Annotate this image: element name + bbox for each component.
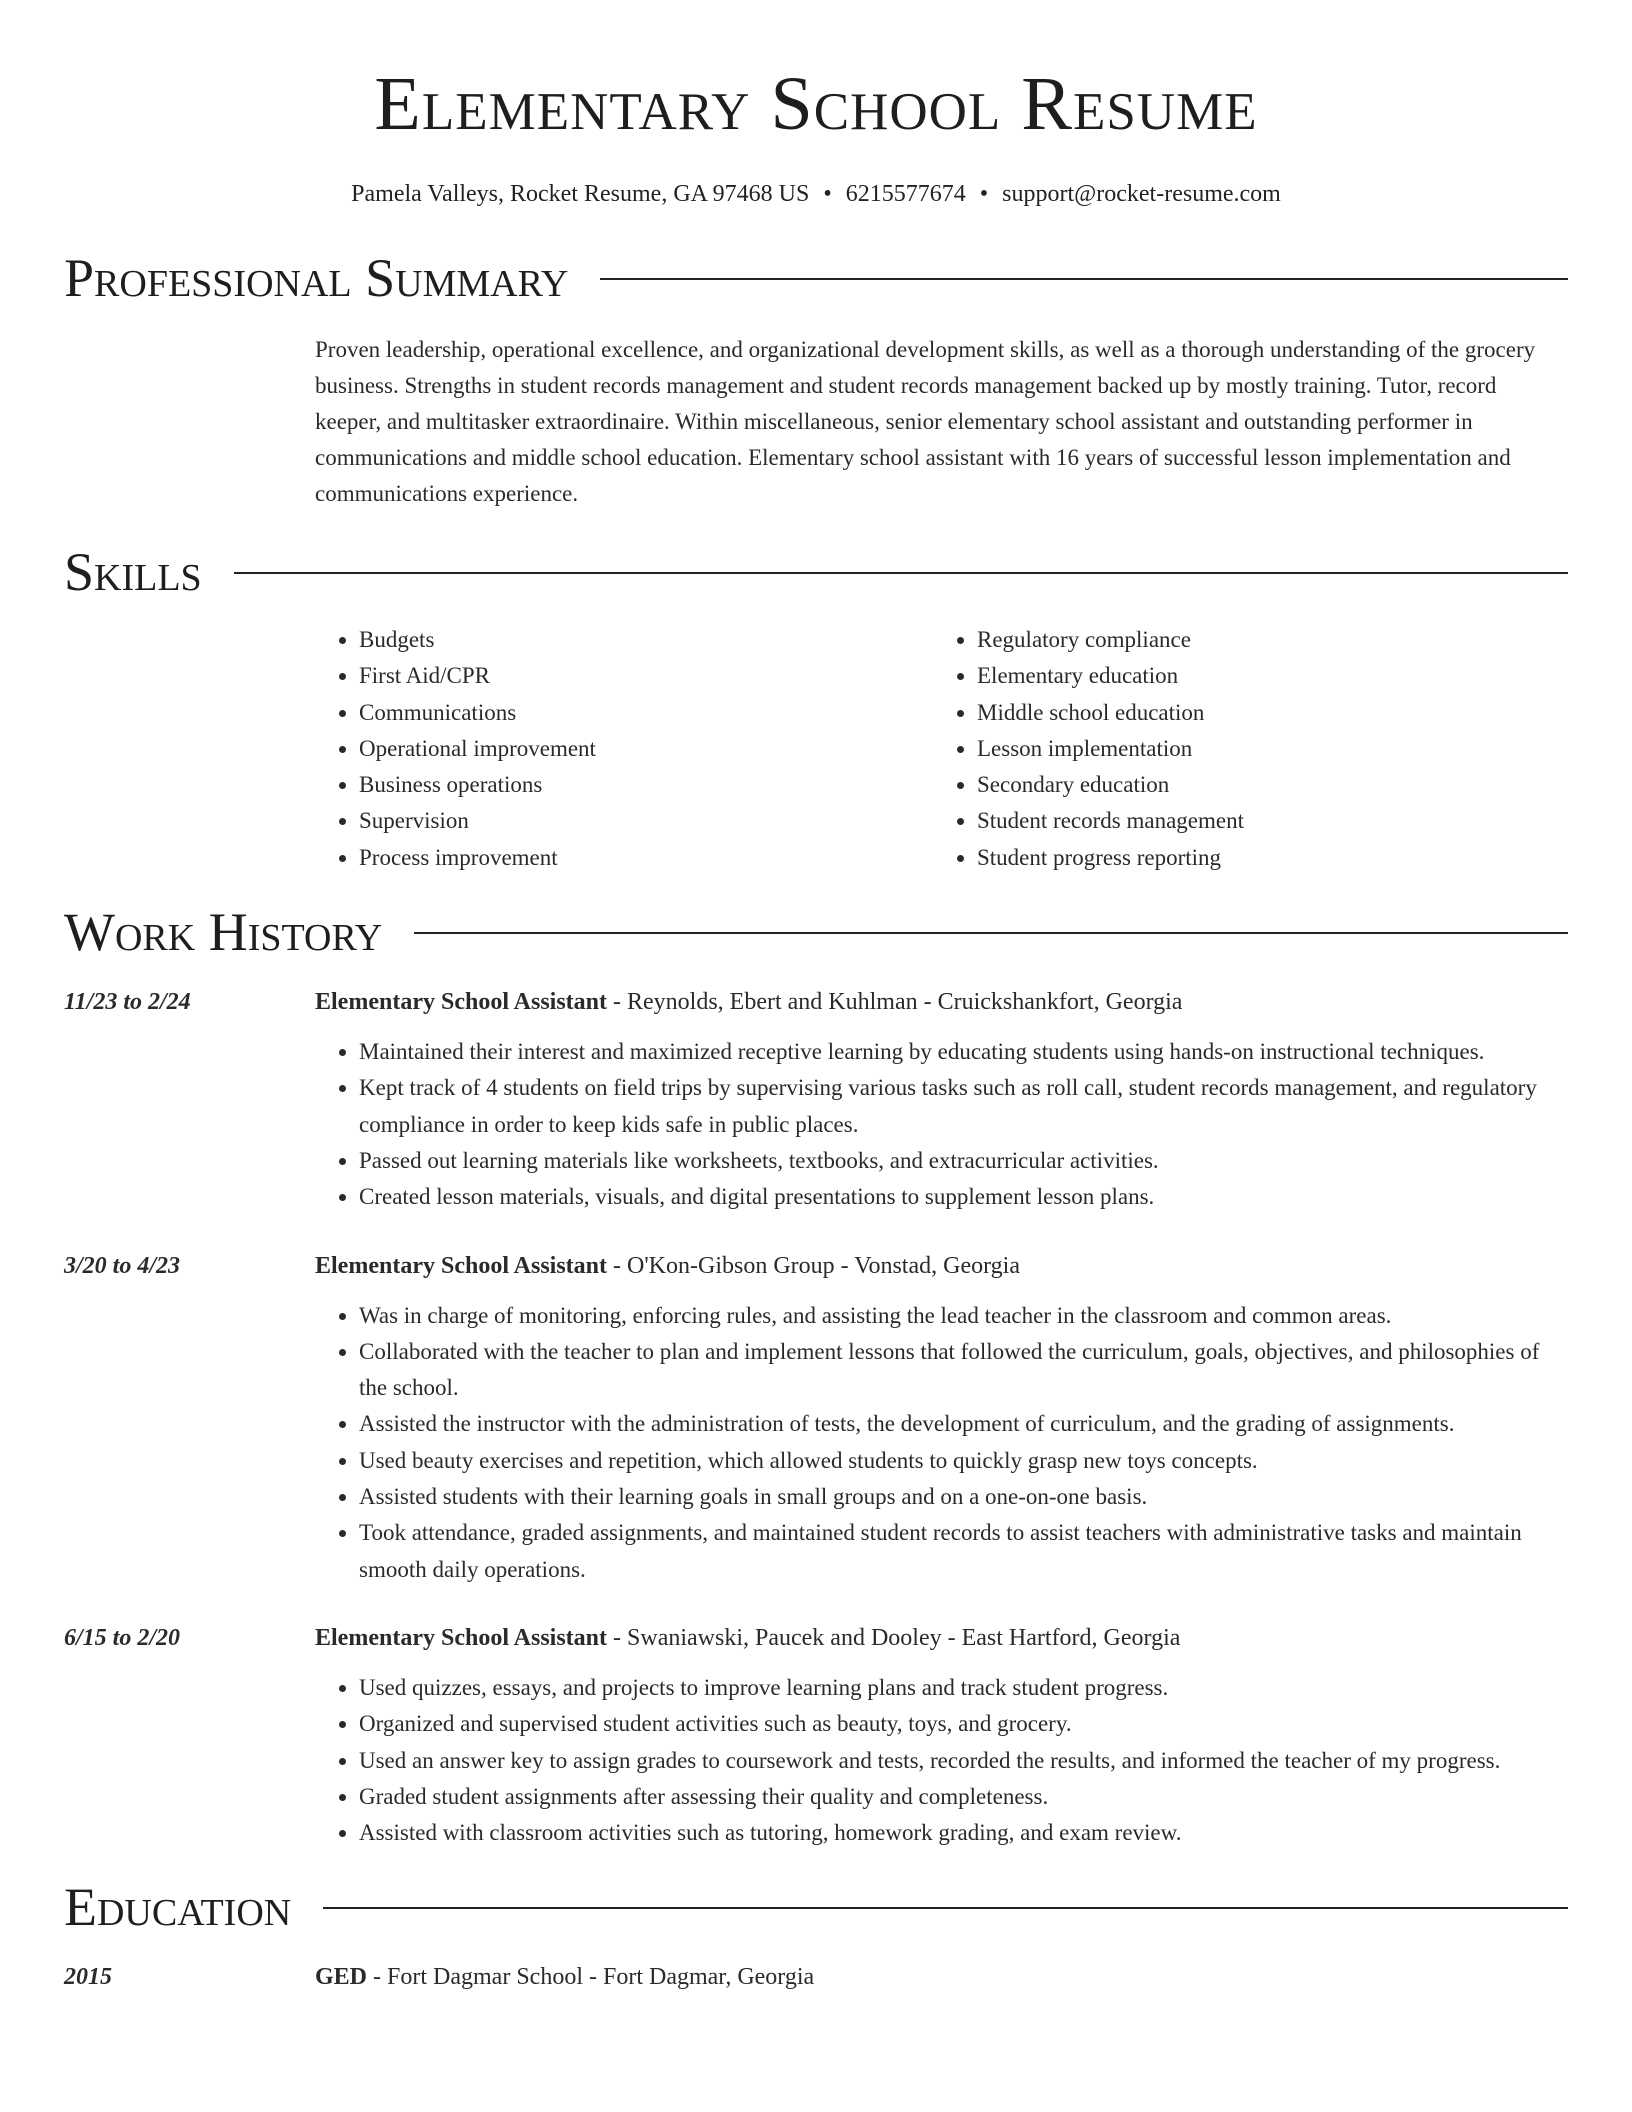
skills-column-left [315, 622, 933, 876]
job-bullet: • Created lesson materials, visuals, and digital presentations to supplement lesson plans. [359, 1179, 1568, 1215]
education-entry [64, 1959, 1568, 1995]
skill-item: • Secondary education [977, 767, 1551, 803]
skill-item: • Operational improvement [359, 731, 933, 767]
contact-email: support@rocket-resume.com [1002, 181, 1281, 207]
education-year: 2015 [64, 1964, 112, 1991]
education-details [315, 1959, 1568, 1995]
job-entry [64, 1620, 1568, 1851]
job-bullet: • Assisted with classroom activities such as tutoring, homework grading, and exam review. [359, 1815, 1568, 1851]
skill-item: • Regulatory compliance [977, 622, 1551, 658]
job-dates: 6/15 to 2/20 [64, 1624, 181, 1651]
job-details [315, 984, 1568, 1215]
education-section-header [64, 1877, 1568, 1937]
skill-item: • Lesson implementation [977, 731, 1551, 767]
job-title: Elementary School Assistant [315, 1624, 608, 1651]
contact-separator: • [823, 181, 832, 207]
skill-item: • Student records management [977, 803, 1551, 839]
job-entry [64, 1248, 1568, 1588]
education-school: - Fort Dagmar School - Fort Dagmar, Georgia [367, 1964, 815, 1991]
job-details [315, 1248, 1568, 1588]
job-bullet: • Kept track of 4 students on field trips by supervising various tasks such as roll call, student records management, and regulatory compliance in order to keep kids safe in public places. [359, 1070, 1568, 1143]
skill-item: • Communications [359, 695, 933, 731]
job-bullet: • Was in charge of monitoring, enforcing rules, and assisting the lead teacher in the classroom and common areas. [359, 1298, 1568, 1334]
job-bullet: • Graded student assignments after assessing their quality and completeness. [359, 1779, 1568, 1815]
work-section-header [64, 902, 1568, 962]
skill-item: • Elementary education [977, 658, 1551, 694]
section-divider [600, 278, 1568, 280]
job-entry [64, 984, 1568, 1215]
job-bullets [315, 1034, 1568, 1215]
job-bullet: • Collaborated with the teacher to plan and implement lessons that followed the curriculum, goals, objectives, and philosophies of the school. [359, 1334, 1568, 1407]
job-employer: - Reynolds, Ebert and Kuhlman - Cruickshankfort, Georgia [607, 989, 1183, 1016]
job-title: Elementary School Assistant [315, 989, 608, 1016]
job-dates: 11/23 to 2/24 [64, 989, 191, 1016]
education-section-title: Education [64, 1877, 292, 1938]
skills-list [315, 622, 1568, 876]
job-bullet: • Assisted the instructor with the administration of tests, the development of curriculum, and the grading of assignments. [359, 1406, 1568, 1442]
job-title: Elementary School Assistant [315, 1252, 608, 1279]
contact-line [64, 178, 1568, 210]
skill-item: • Process improvement [359, 840, 933, 876]
job-bullet: • Passed out learning materials like worksheets, textbooks, and extracurricular activities. [359, 1143, 1568, 1179]
education-degree: GED [315, 1964, 368, 1991]
job-employer: - O'Kon-Gibson Group - Vonstad, Georgia [607, 1252, 1020, 1279]
job-bullet: • Used beauty exercises and repetition, which allowed students to quickly grasp new toys concepts. [359, 1443, 1568, 1479]
skill-item: • Business operations [359, 767, 933, 803]
skill-item: • Student progress reporting [977, 840, 1551, 876]
resume-title: Elementary School Resume [374, 62, 1258, 146]
skills-column-right [933, 622, 1551, 876]
section-divider [414, 932, 1568, 934]
job-bullet: • Took attendance, graded assignments, and maintained student records to assist teachers with administrative tasks and maintain smooth daily operations. [359, 1515, 1568, 1588]
section-divider [234, 572, 1568, 574]
skills-section-title: Skills [64, 542, 202, 602]
contact-address: Pamela Valleys, Rocket Resume, GA 97468 US [351, 181, 810, 207]
skill-item: • Middle school education [977, 695, 1551, 731]
job-bullets [315, 1670, 1568, 1851]
skills-section-header [64, 542, 1568, 602]
work-section-title: Work History [64, 902, 383, 963]
skill-item: • Supervision [359, 803, 933, 839]
summary-section-header [64, 248, 1568, 308]
contact-separator: • [979, 181, 989, 207]
skill-item: • First Aid/CPR [359, 658, 933, 694]
job-bullet: • Used an answer key to assign grades to coursework and tests, recorded the results, and informed the teacher of my progress. [359, 1743, 1568, 1779]
job-bullet: • Assisted students with their learning goals in small groups and on a one-on-one basis. [359, 1479, 1568, 1515]
job-dates: 3/20 to 4/23 [64, 1252, 181, 1279]
job-employer: - Swaniawski, Paucek and Dooley - East Hartford, Georgia [607, 1624, 1181, 1651]
section-divider [323, 1907, 1568, 1909]
job-bullets [315, 1298, 1568, 1588]
summary-text: Proven leadership, operational excellence, and organizational development skills, as well as a thorough understanding of the grocery business. Strengths in student records management and student records management backed up by mostly training. Tutor, record keeper, and multitasker extraordinaire. Within miscellaneous, senior elementary school assistant and outstanding performer in communications and middle school education. Elementary school assistant with 16 years of successful lesson implementation and communications experience. [315, 337, 1536, 506]
contact-phone: 6215577674 [845, 181, 966, 207]
job-details [315, 1620, 1568, 1851]
job-bullet: • Maintained their interest and maximized receptive learning by educating students using hands-on instructional techniques. [359, 1034, 1568, 1070]
skill-item: • Budgets [359, 622, 933, 658]
job-bullet: • Used quizzes, essays, and projects to improve learning plans and track student progress. [359, 1670, 1568, 1706]
job-bullet: • Organized and supervised student activities such as beauty, toys, and grocery. [359, 1706, 1568, 1742]
summary-section-title: Professional Summary [64, 248, 569, 308]
